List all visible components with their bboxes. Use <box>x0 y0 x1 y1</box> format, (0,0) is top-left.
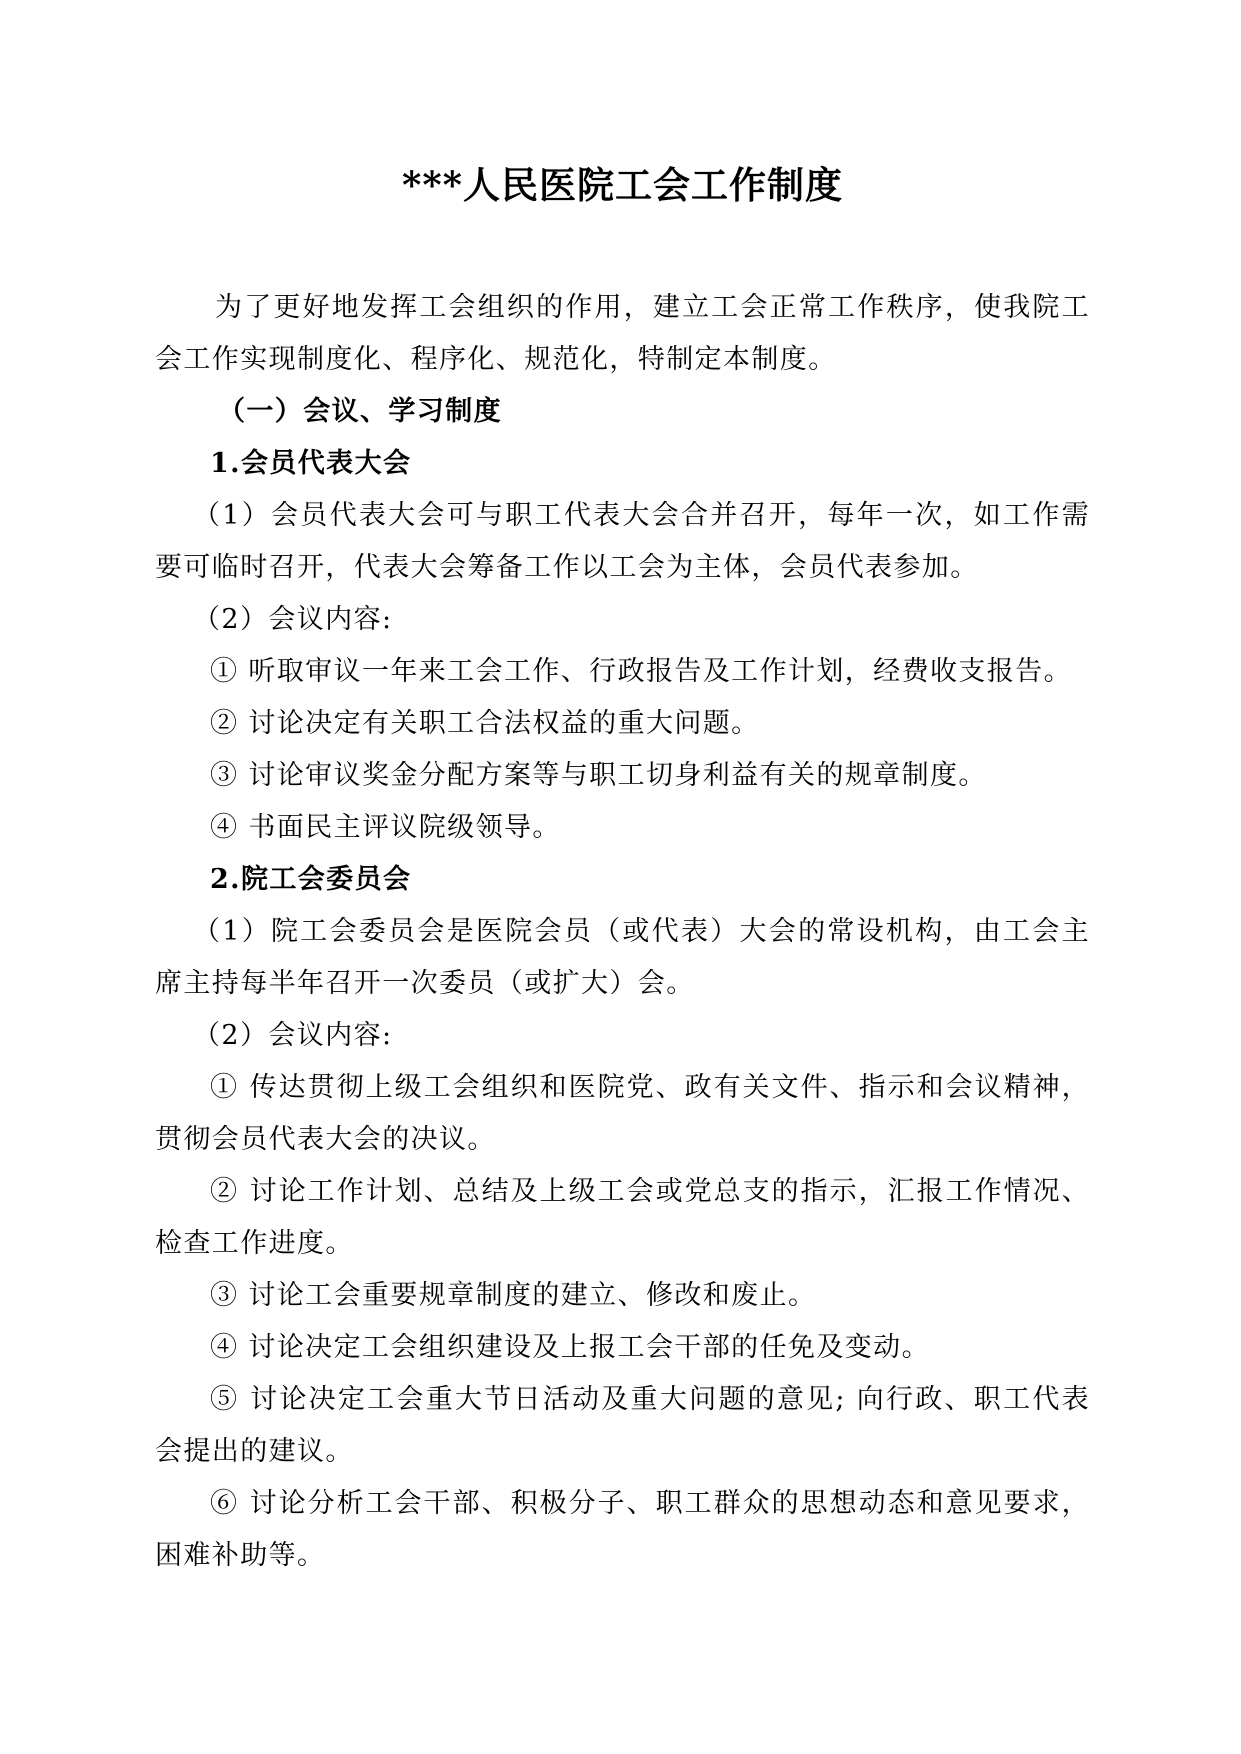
list-item: ⑥ 讨论分析工会干部、积极分子、职工群众的思想动态和意见要求，困难补助等。 <box>155 1488 1090 1571</box>
subsection-heading: 1.会员代表大会 <box>210 448 412 479</box>
paragraph: （1）会员代表大会可与职工代表大会合并召开，每年一次，如工作需要可临时召开，代表大会筹备工作以工会为主体，会员代表参加。 <box>155 500 1090 583</box>
list-item: ④ 讨论决定工会组织建设及上报工会干部的任免及变动。 <box>210 1332 930 1363</box>
document-title: ***人民医院工会工作制度 <box>401 163 844 207</box>
list-item: ③ 讨论审议奖金分配方案等与职工切身利益有关的规章制度。 <box>210 760 987 791</box>
subsection-heading: 2.院工会委员会 <box>210 864 412 895</box>
list-item: ③ 讨论工会重要规章制度的建立、修改和废止。 <box>210 1280 817 1311</box>
list-item: ① 听取审议一年来工会工作、行政报告及工作计划，经费收支报告。 <box>210 656 1072 687</box>
document-body <box>155 282 1090 1582</box>
list-item: ④ 书面民主评议院级领导。 <box>210 812 561 843</box>
paragraph: （2）会议内容: <box>193 604 393 635</box>
section-heading: （一）会议、学习制度 <box>218 396 502 427</box>
list-item: ⑤ 讨论决定工会重大节日活动及重大问题的意见; 向行政、职工代表会提出的建议。 <box>155 1384 1090 1467</box>
list-item: ① 传达贯彻上级工会组织和医院党、政有关文件、指示和会议精神，贯彻会员代表大会的决议。 <box>155 1072 1090 1155</box>
paragraph: （2）会议内容: <box>193 1020 393 1051</box>
paragraph: （1）院工会委员会是医院会员（或代表）大会的常设机构，由工会主席主持每半年召开一次委员（或扩大）会。 <box>155 916 1090 999</box>
list-item: ② 讨论工作计划、总结及上级工会或党总支的指示，汇报工作情况、检查工作进度。 <box>155 1176 1090 1259</box>
list-item: ② 讨论决定有关职工合法权益的重大问题。 <box>210 708 760 739</box>
intro-paragraph: 为了更好地发挥工会组织的作用，建立工会正常工作秩序，使我院工会工作实现制度化、程序化、规范化，特制定本制度。 <box>155 292 1090 375</box>
